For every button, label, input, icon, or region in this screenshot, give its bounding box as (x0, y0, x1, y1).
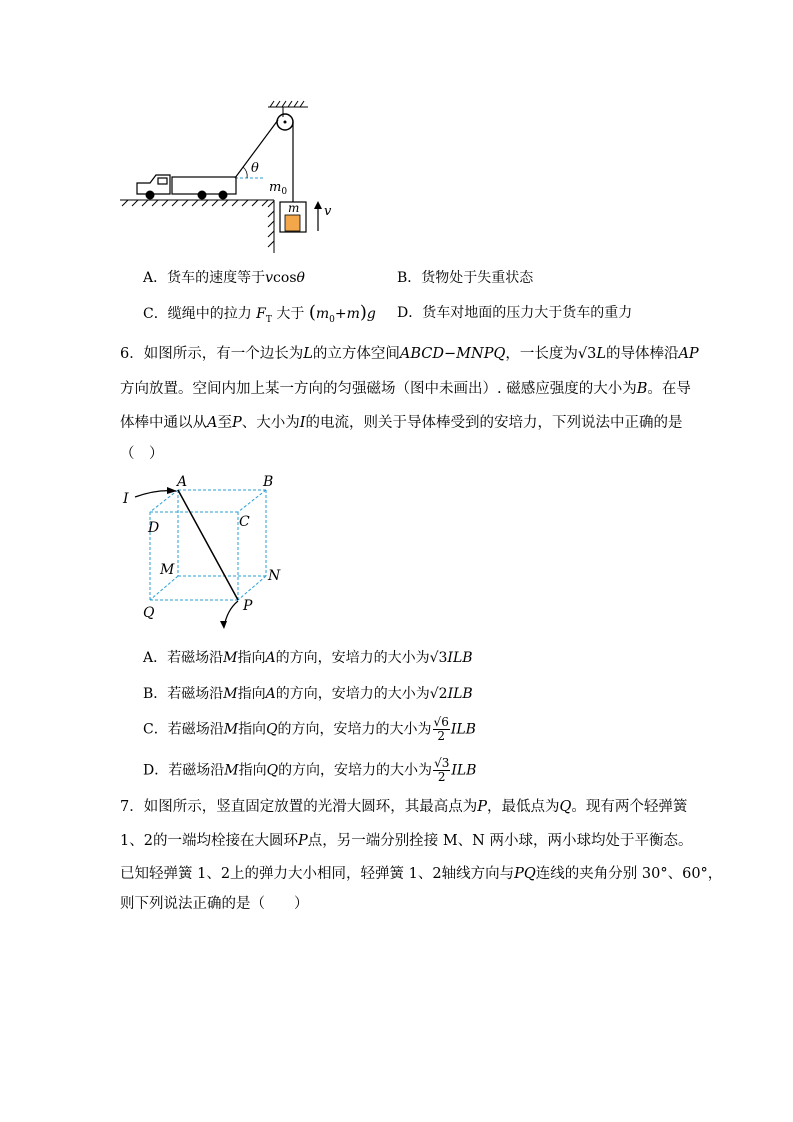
label-M: M (160, 562, 175, 578)
truck-pulley-figure (120, 95, 350, 260)
label-N: N (268, 568, 281, 584)
q7-line-4: 则下列说法正确的是（ ） (120, 896, 309, 912)
fraction: $\frac{√6}{2}$ (433, 715, 449, 743)
ground (120, 200, 274, 253)
label-B: B (263, 474, 274, 490)
m-label: m (288, 201, 300, 215)
q5-option-a[interactable]: A．货车的速度等于vcosθ (143, 270, 305, 286)
ceiling-hatch (268, 101, 308, 107)
q6-line-3: 体棒中通以从A至P、大小为I的电流，则关于导体棒受到的安培力，下列说法中正确的是 (120, 415, 683, 431)
q6-option-c[interactable]: C．若磁场沿M指向Q的方向，安培力的大小为 $\frac{√6}{2}$ ILB (143, 715, 476, 743)
q6-option-d[interactable]: D．若磁场沿M指向Q的方向，安培力的大小为 $\frac{√3}{2}$ ILB (143, 756, 477, 784)
q7-line-2: 1、2的一端均栓接在大圆环P点，另一端分别拴接 M、N 两小球，两小球均处于平衡态。 (120, 833, 693, 849)
conductor-rod (178, 490, 238, 600)
label-D: D (148, 520, 160, 536)
cube-figure (115, 470, 295, 635)
label-P: P (243, 598, 253, 614)
q6-line-2: 方向放置。空间内加上某一方向的匀强磁场（图中未画出）. 磁感应强度的大小为B。在导 (120, 381, 691, 397)
q7-line-1: 7．如图所示，竖直固定放置的光滑大圆环，其最高点为P，最低点为Q。现有两个轻弹簧 (120, 799, 688, 815)
q6-line-4: （ ） (120, 446, 164, 462)
m0-label: $m_0$ (269, 180, 288, 197)
q5-option-d[interactable]: D．货车对地面的压力大于货车的重力 (397, 305, 633, 321)
q6-option-a[interactable]: A．若磁场沿M指向A的方向，安培力的大小为√3ILB (143, 650, 473, 666)
q6-line-1: 6．如图所示，有一个边长为L的立方体空间ABCD−MNPQ，一长度为√3L的导体棒沿AP (120, 346, 699, 362)
v-label: v (324, 204, 332, 219)
fraction: $\frac{√3}{2}$ (434, 756, 450, 784)
q5-option-b[interactable]: B．货物处于失重状态 (397, 270, 534, 286)
label-Q: Q (143, 605, 155, 621)
q7-line-3: 已知轻弹簧 1、2上的弹力大小相同，轻弹簧 1、2轴线方向与PQ连线的夹角分别 30°、60°， (120, 866, 723, 882)
label-C: C (239, 514, 250, 530)
cargo-block (285, 215, 300, 231)
theta-label: θ (251, 161, 259, 176)
q5-option-c[interactable]: C．缆绳中的拉力 $F_T$ 大于 $(m_0+m)g$ (143, 302, 376, 325)
q6-option-b[interactable]: B．若磁场沿M指向A的方向，安培力的大小为√2ILB (143, 686, 473, 702)
label-A: A (177, 474, 188, 490)
label-I: I (123, 491, 129, 507)
